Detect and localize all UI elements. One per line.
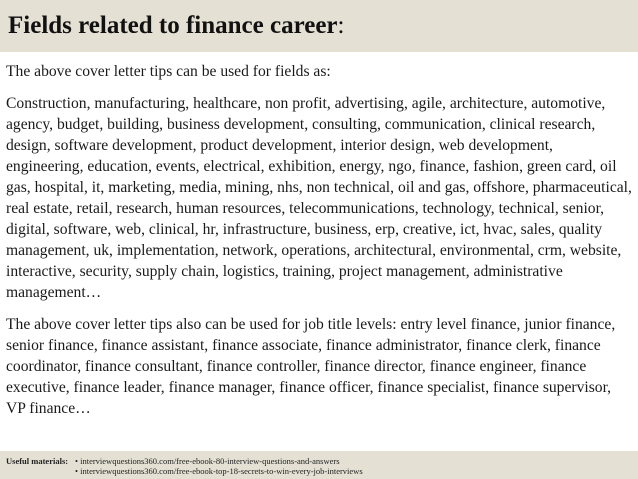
slide-title-colon: : xyxy=(337,12,345,39)
fields-paragraph: Construction, manufacturing, healthcare, non profit, advertising, agile, architecture, automotive, agency, budget, building, business development, consulting, communication, clinical research, design, software development, product development, interior design, web development, engineering, education, events, electrical, exhibition, energy, ngo, finance, fashion, green card, oil gas, hospital, it, marketing, media, mining, nhs, non technical, oil and gas, offshore, pharmaceutical, real estate, retail, research, human resources, telecommunications, technology, technical, senior, digital, software, web, clinical, hr, infrastructure, business, erp, creative, ict, hvac, sales, quality management, uk, implementation, network, operations, architectural, environmental, crm, website, interactive, security, supply chain, logistics, training, project management, administrative management… xyxy=(6,95,632,301)
slide-title xyxy=(8,10,344,42)
slide-title-text: Fields related to finance career xyxy=(8,12,338,39)
footer-link-18-secrets[interactable]: • interviewquestions360.com/free-ebook-top-18-secrets-to-win-every-job-interviews xyxy=(75,466,363,476)
useful-materials-label: Useful materials: xyxy=(6,456,69,466)
footer-link-80-questions[interactable]: • interviewquestions360.com/free-ebook-80-interview-questions-and-answers xyxy=(75,456,340,466)
footer-links xyxy=(75,456,363,476)
intro-paragraph: The above cover letter tips can be used for fields as: xyxy=(6,63,331,80)
slide-content xyxy=(6,61,634,419)
job-levels-paragraph: The above cover letter tips also can be used for job title levels: entry level finance, junior finance, senior finance, finance assistant, finance associate, finance administrator, finance clerk, finance coordinator, finance consultant, finance controller, finance director, finance engineer, finance executive, finance leader, finance manager, finance officer, finance specialist, finance supervisor, VP finance… xyxy=(6,316,616,417)
footer-bar xyxy=(0,451,638,479)
title-bar xyxy=(0,0,638,52)
